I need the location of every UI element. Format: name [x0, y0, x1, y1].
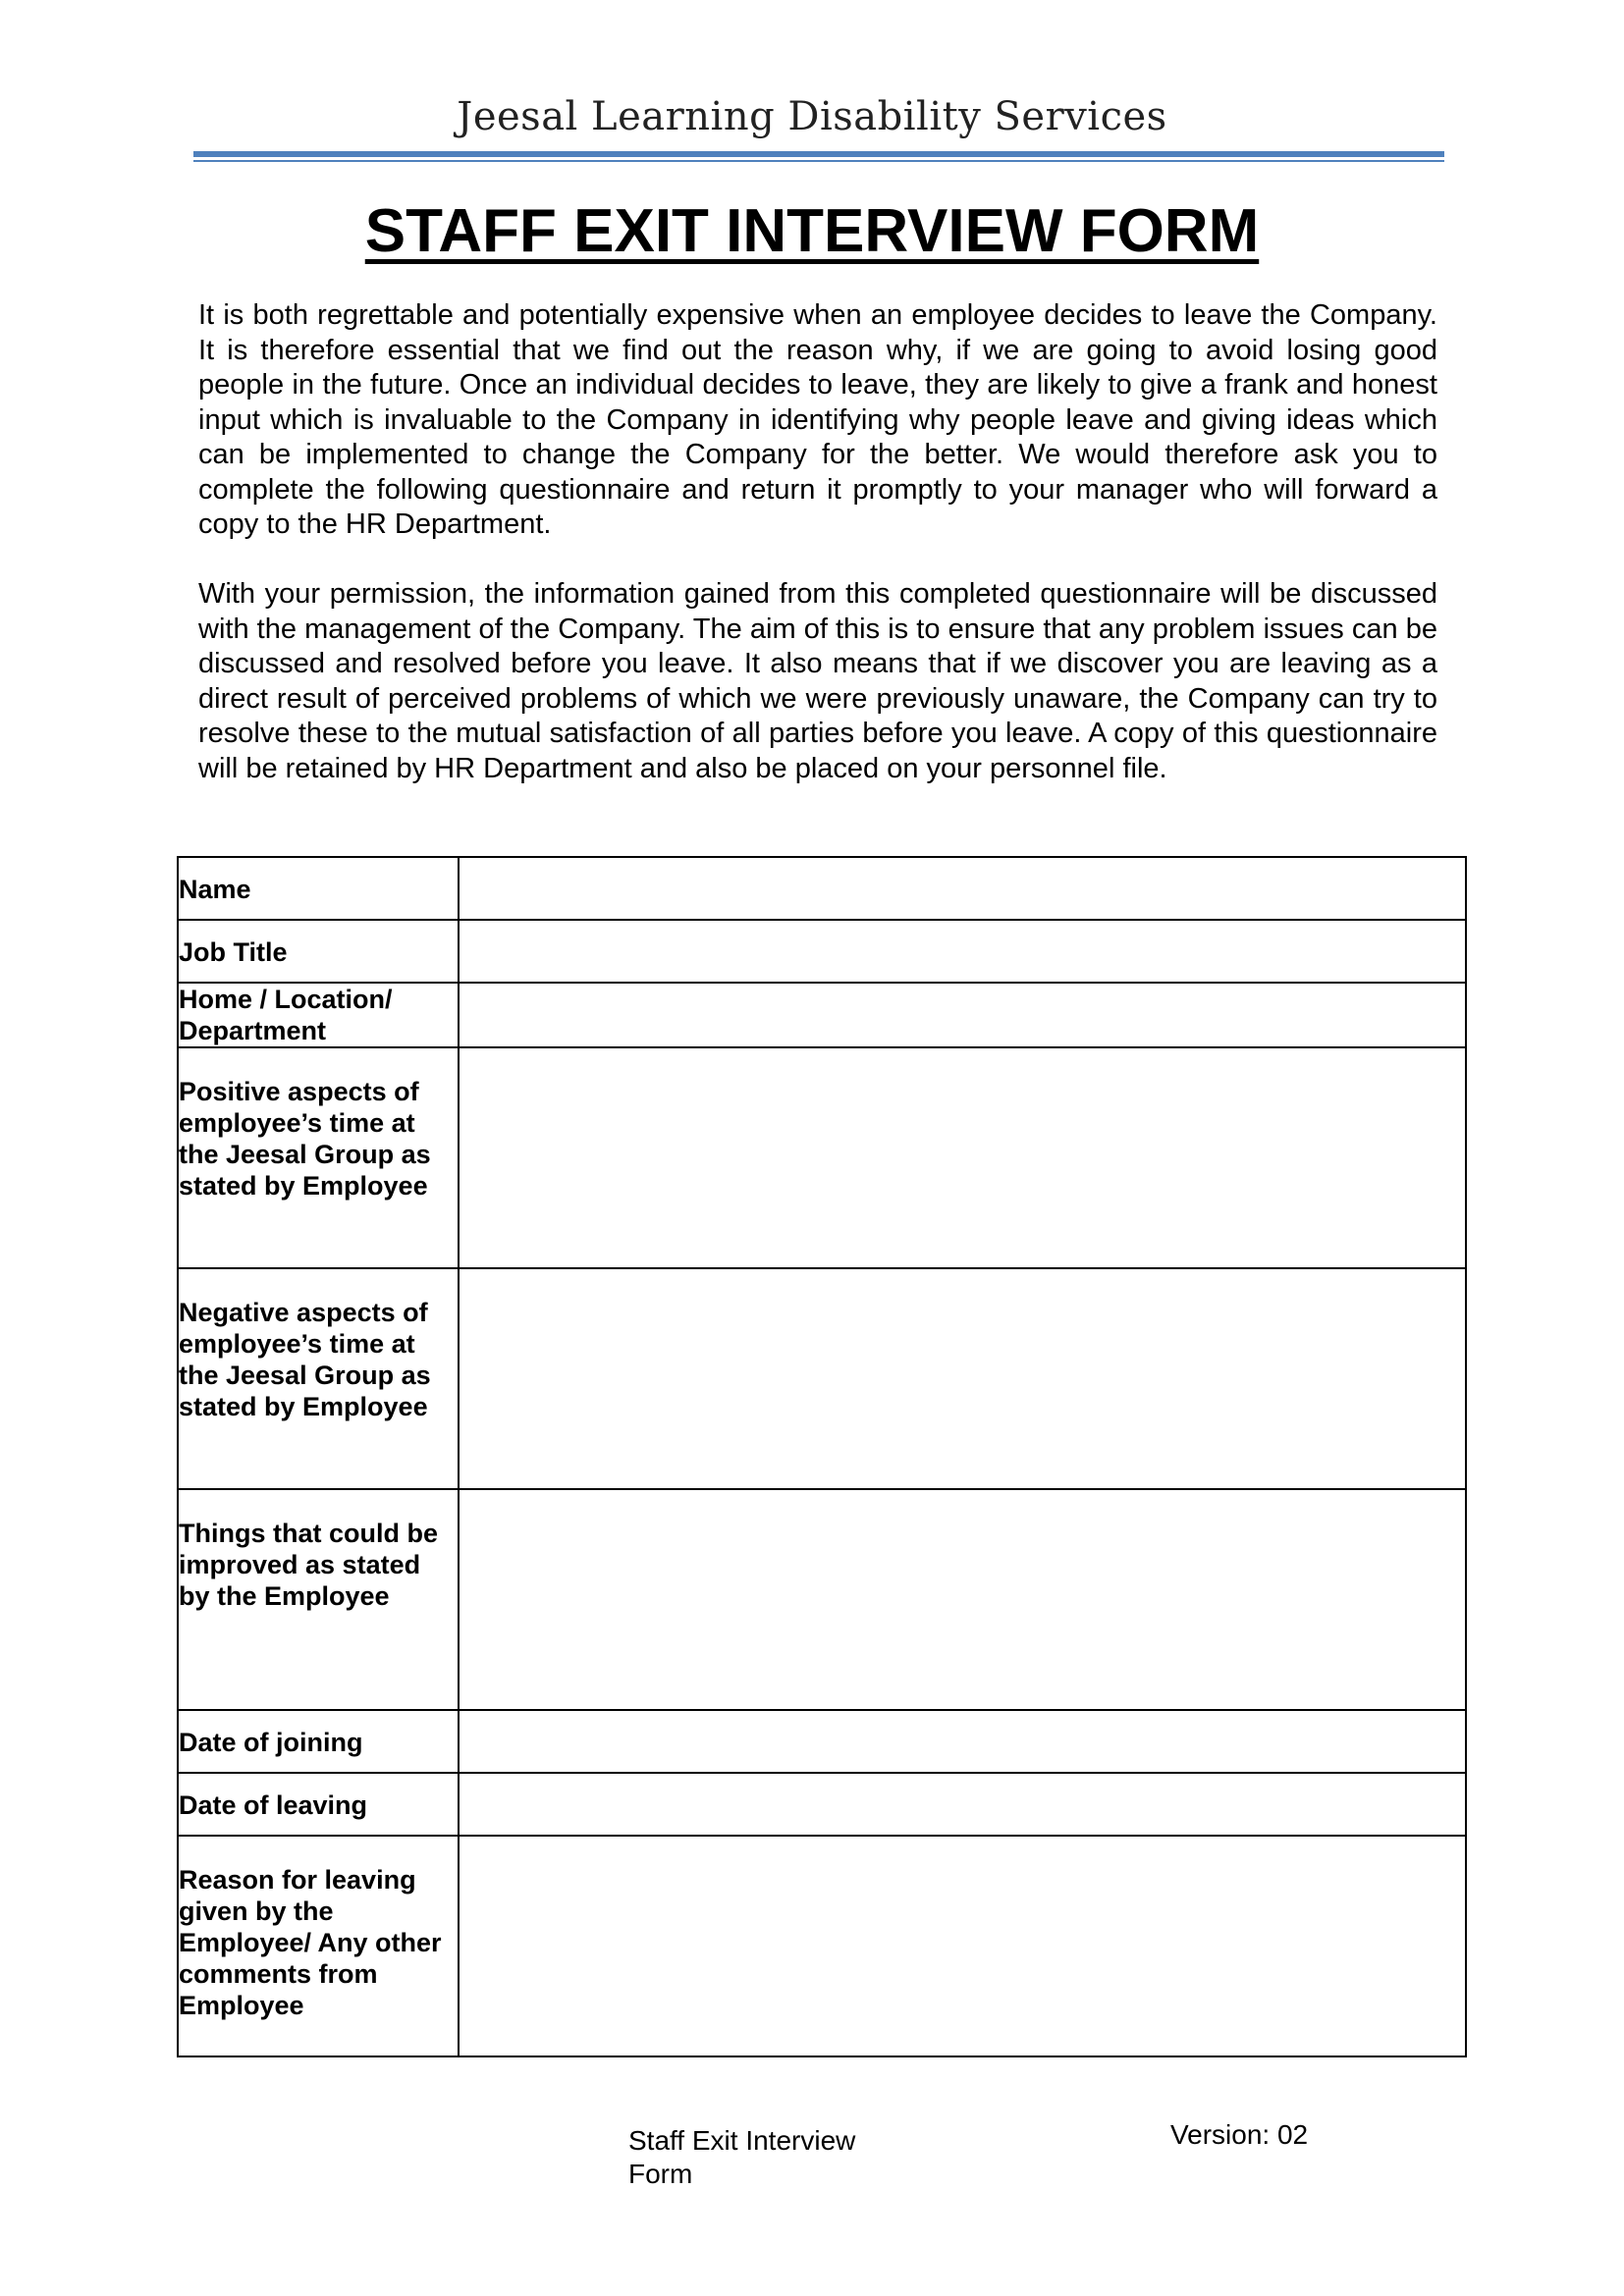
- form-label-name: Name: [178, 857, 459, 920]
- form-field-job-title[interactable]: [459, 920, 1466, 983]
- form-row-date-leaving: [178, 1773, 1466, 1836]
- form-row-date-joining: [178, 1710, 1466, 1773]
- form-row-location: [178, 983, 1466, 1047]
- exit-interview-form-table: [177, 856, 1467, 2057]
- form-field-name[interactable]: [459, 857, 1466, 920]
- footer-version: Version: 02: [1170, 2119, 1309, 2150]
- footer-document-name: Staff Exit Interview Form: [628, 2125, 856, 2189]
- form-field-date-leaving[interactable]: [459, 1773, 1466, 1836]
- form-label-reason-leaving: Reason for leaving given by the Employee/ Any other comments from Employee: [178, 1836, 459, 2056]
- form-label-location: Home / Location/ Department: [178, 983, 459, 1047]
- form-row-positive-aspects: [178, 1047, 1466, 1268]
- intro-paragraph-2: With your permission, the information gained from this completed questionnaire will be discussed with the management of the Company. The aim of this is to ensure that any problem issues can be discussed and resolved before you leave. It also means that if we discover you are leaving as a direct result of perceived problems of which we were previously unaware, the Company can try to resolve these to the mutual satisfaction of all parties before you leave. A copy of this questionnaire will be retained by HR Department and also be placed on your personnel file.: [198, 578, 1437, 784]
- header-rule-thin: [193, 160, 1444, 162]
- form-field-positive-aspects[interactable]: [459, 1047, 1466, 1268]
- form-field-negative-aspects[interactable]: [459, 1268, 1466, 1489]
- page-title-text: STAFF EXIT INTERVIEW FORM: [364, 197, 1260, 265]
- form-row-reason-leaving: [178, 1836, 1466, 2056]
- form-label-date-leaving: Date of leaving: [178, 1773, 459, 1836]
- header-rule-thick: [193, 151, 1444, 157]
- form-label-date-joining: Date of joining: [178, 1710, 459, 1773]
- form-field-location[interactable]: [459, 983, 1466, 1047]
- form-row-name: [178, 857, 1466, 920]
- organization-header: Jeesal Learning Disability Services: [457, 94, 1167, 139]
- form-label-job-title: Job Title: [178, 920, 459, 983]
- form-row-job-title: [178, 920, 1466, 983]
- form-field-date-joining[interactable]: [459, 1710, 1466, 1773]
- form-field-improvements[interactable]: [459, 1489, 1466, 1710]
- form-field-reason-leaving[interactable]: [459, 1836, 1466, 2056]
- intro-paragraph-1: It is both regrettable and potentially expensive when an employee decides to leave the Company. It is therefore essential that we find out the reason why, if we are going to avoid losing good people in the future. Once an individual decides to leave, they are likely to give a frank and honest input which is invaluable to the Company in identifying why people leave and giving ideas which can be implemented to change the Company for the better. We would therefore ask you to complete the following questionnaire and return it promptly to your manager who will forward a copy to the HR Department.: [198, 299, 1437, 540]
- form-row-negative-aspects: [178, 1268, 1466, 1489]
- form-label-negative-aspects: Negative aspects of employee’s time at the Jeesal Group as stated by Employee: [178, 1268, 459, 1489]
- form-label-improvements: Things that could be improved as stated by the Employee: [178, 1489, 459, 1710]
- form-row-improvements: [178, 1489, 1466, 1710]
- page-title: [0, 196, 1624, 266]
- form-label-positive-aspects: Positive aspects of employee’s time at the Jeesal Group as stated by Employee: [178, 1047, 459, 1268]
